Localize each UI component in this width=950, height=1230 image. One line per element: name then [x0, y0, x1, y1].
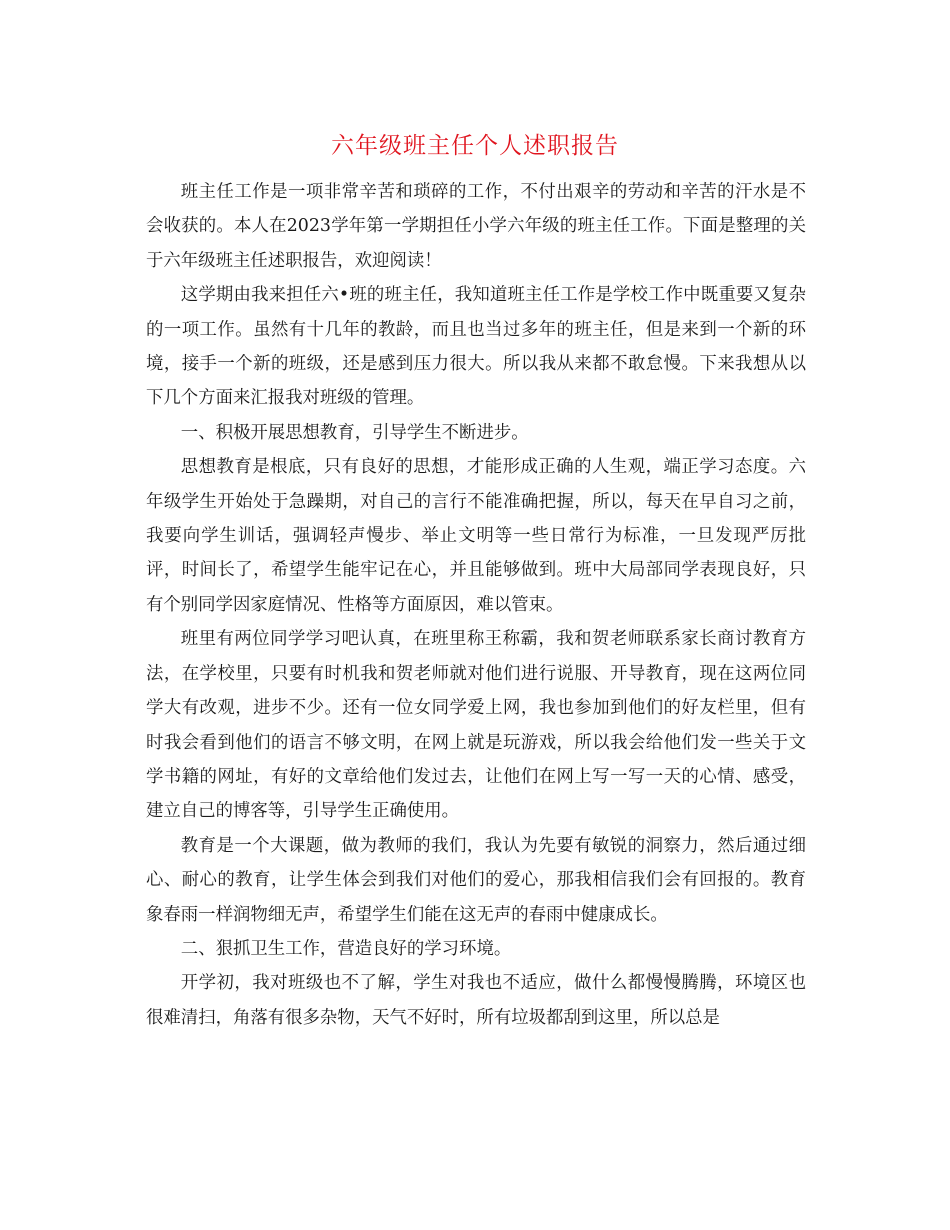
document-title: 六年级班主任个人述职报告 [331, 133, 619, 159]
paragraph-education-reflection: 教育是一个大课题，做为教师的我们，我认为先要有敏锐的洞察力，然后通过细心、耐心的教育，让学生体会到我们对他们的爱心，那我相信我们会有回报的。教育象春雨一样润物细无声，希望学生们能在这无声的春雨中健康成长。 [146, 835, 806, 925]
paragraph-hygiene: 开学初，我对班级也不了解，学生对我也不适应，做什么都慢慢腾腾，环境区也很难清扫，角落有很多杂物，天气不好时，所有垃圾都刮到这里，所以总是 [146, 973, 806, 1028]
document-body [146, 175, 806, 1035]
paragraph-moral-education: 思想教育是根底，只有良好的思想，才能形成正确的人生观，端正学习态度。六年级学生开始处于急躁期，对自己的言行不能准确把握，所以，每天在早自习之前，我要向学生训话，强调轻声慢步、举止文明等一些日常行为标准，一旦发现严厉批评，时间长了，希望学生能牢记在心，并且能够做到。班中大局部同学表现良好，只有个别同学因家庭情况、性格等方面原因，难以管束。 [146, 457, 806, 615]
section-heading-1: 一、积极开展思想教育，引导学生不断进步。 [180, 422, 529, 443]
paragraph-student-cases: 班里有两位同学学习吧认真，在班里称王称霸，我和贺老师联系家长商讨教育方法，在学校里，只要有时机我和贺老师就对他们进行说服、开导教育，现在这两位同学大有改观，进步不少。还有一位女同学爱上网，我也参加到他们的好友栏里，但有时我会看到他们的语言不够文明，在网上就是玩游戏，所以我会给他们发一些关于文学书籍的网址，有好的文章给他们发过去，让他们在网上写一写一天的心情、感受，建立自己的博客等，引导学生正确使用。 [146, 629, 806, 822]
paragraph-intro: 班主任工作是一项非常辛苦和琐碎的工作，不付出艰辛的劳动和辛苦的汗水是不会收获的。本人在2023学年第一学期担任小学六年级的班主任工作。下面是整理的关于六年级班主任述职报告，欢迎阅读！ [146, 182, 806, 271]
paragraph-overview: 这学期由我来担任六•班的班主任，我知道班主任工作是学校工作中既重要又复杂的一项工作。虽然有十几年的教龄，而且也当过多年的班主任，但是来到一个新的环境，接手一个新的班级，还是感到压力很大。所以我从来都不敢怠慢。下来我想从以下几个方面来汇报我对班级的管理。 [146, 285, 806, 409]
section-heading-2: 二、狠抓卫生工作，营造良好的学习环境。 [180, 938, 512, 959]
